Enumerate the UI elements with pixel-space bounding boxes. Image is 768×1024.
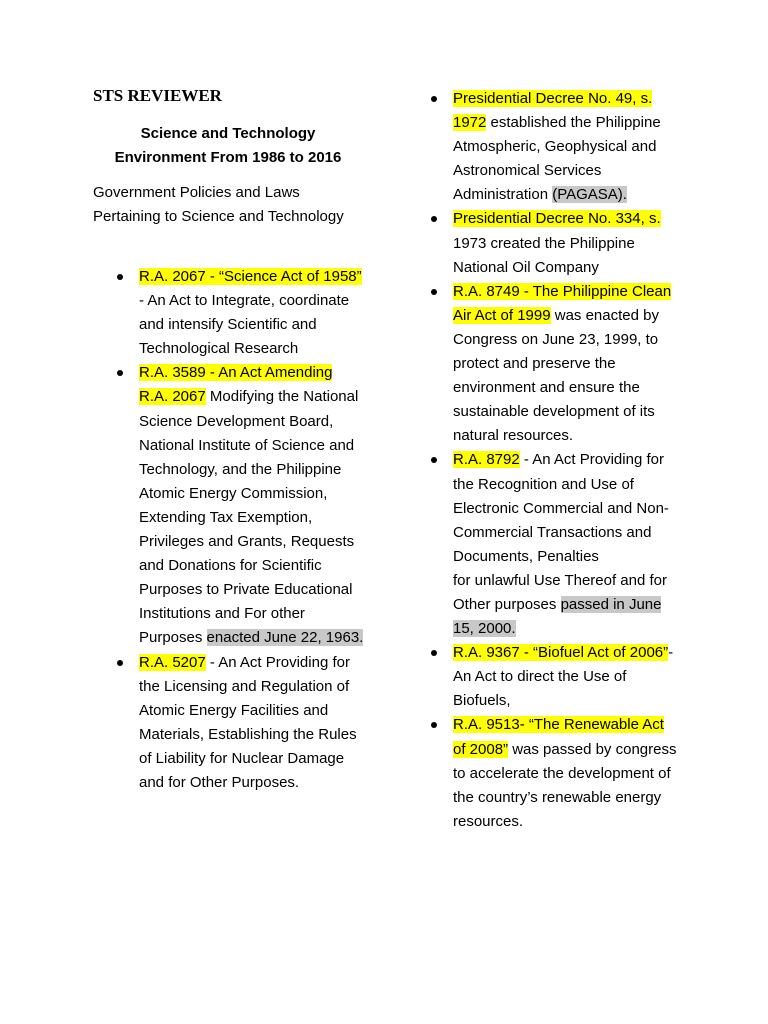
bullet-icon xyxy=(117,274,123,280)
law-description: - An Act to Integrate, coordinate and intensify Scientific and Technological Research xyxy=(139,292,350,358)
list-item xyxy=(139,265,364,361)
list-item xyxy=(453,713,679,833)
bullet-icon xyxy=(431,722,437,728)
document-title: STS REVIEWER xyxy=(93,86,222,105)
list-item xyxy=(453,87,679,207)
law-description-continued: for unlawful Use Thereof and for Other purposes xyxy=(453,571,668,613)
law-description: Modifying the National Science Development Board, National Institute of Science and Technology, and the Philippine Atomic Energy Commission, Extending Tax Exemption, Privileges and Grants, Requests and Donations for Scientific Purposes to Private Educational Institutions and For other Purposes xyxy=(139,388,359,647)
list-item xyxy=(453,448,679,641)
law-highlight: R.A. 3589 - An Act Amending R.A. 2067 xyxy=(139,364,333,406)
list-item xyxy=(139,651,364,796)
law-list-right xyxy=(453,87,679,834)
law-date: enacted June 22, 1963. xyxy=(206,629,364,647)
law-description: established the Philippine Atmospheric, Geophysical and Astronomical Services Administration xyxy=(453,114,661,204)
bullet-icon xyxy=(117,370,123,376)
law-highlight: R.A. 8792 xyxy=(453,451,520,469)
list-item xyxy=(139,361,364,650)
law-highlight: Presidential Decree No. 49, s. 1972 xyxy=(453,90,653,132)
bullet-icon xyxy=(431,216,437,222)
law-highlight: R.A. 5207 xyxy=(139,653,206,671)
list-item xyxy=(453,280,679,449)
law-list-left xyxy=(139,265,364,795)
list-item xyxy=(453,207,679,279)
law-description: 1973 created the Philippine National Oil Company xyxy=(453,234,635,276)
law-date: (PAGASA). xyxy=(552,186,627,204)
intro-paragraph: Government Policies and Laws Pertaining to Science and Technology xyxy=(93,184,344,226)
list-item xyxy=(453,641,679,713)
law-highlight: R.A. 8749 - The Philippine Clean Air Act of 1999 xyxy=(453,282,672,324)
bullet-icon xyxy=(431,96,437,102)
bullet-icon xyxy=(431,457,437,463)
bullet-icon xyxy=(431,650,437,656)
law-highlight: R.A. 2067 - “Science Act of 1958” xyxy=(139,268,362,285)
law-highlight: R.A. 9367 - “Biofuel Act of 2006” xyxy=(453,644,669,662)
bullet-icon xyxy=(431,289,437,295)
bullet-icon xyxy=(117,660,123,666)
law-highlight: Presidential Decree No. 334, s. xyxy=(453,210,661,228)
law-description: was passed by congress to accelerate the development of the country’s renewable energy resources. xyxy=(453,740,677,830)
law-description: was enacted by Congress on June 23, 1999, to protect and preserve the environment and ensure the sustainable development of its natural resources. xyxy=(453,306,659,445)
law-date: passed in June 15, 2000. xyxy=(453,595,662,638)
law-highlight: R.A. 9513- “The Renewable Act of 2008” xyxy=(453,716,664,758)
law-description: - An Act Providing for the Recognition and Use of Electronic Commercial and Non- Commercial Transactions and Documents, Penalties xyxy=(453,451,669,565)
law-description: - An Act Providing for the Licensing and Regulation of Atomic Energy Facilities and Materials, Establishing the Rules of Liability for Nuclear Damage and for Other Purposes. xyxy=(139,653,357,791)
document-subtitle: Science and Technology Environment From 1986 to 2016 xyxy=(114,125,342,166)
law-description: - An Act to direct the Use of Biofuels, xyxy=(453,644,674,710)
